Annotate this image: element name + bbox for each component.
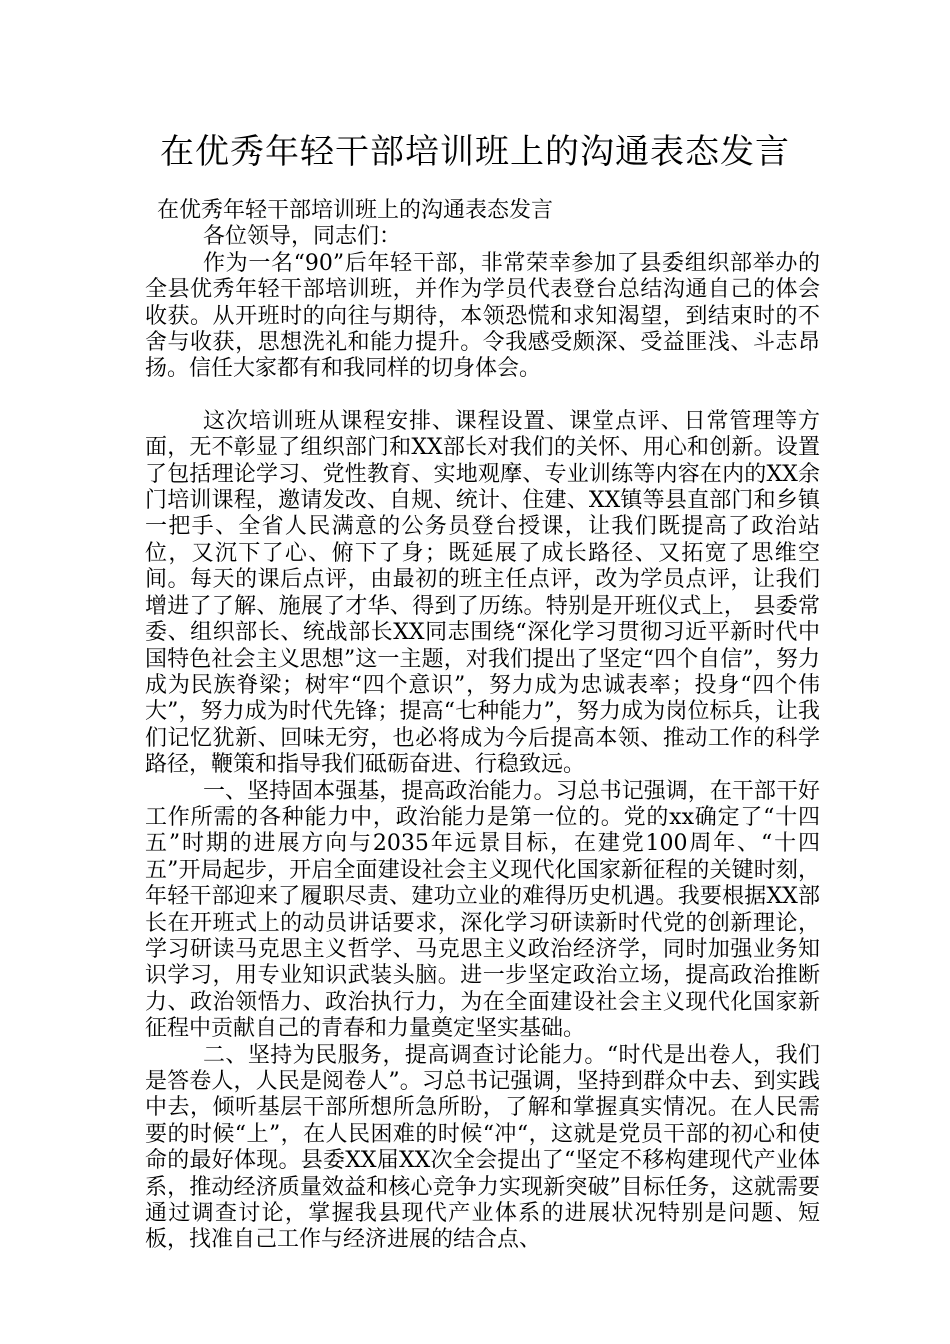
paragraph-point-two: 二、坚持为民服务，提高调查讨论能力。“时代是出卷人，我们是答卷人，人民是阅卷人”。习总书记强调，坚持到群众中去、到实践中去，倾听基层干部所想所急所盼，了解和掌握真实情况。在人民需要的时候“上”，在人民困难的时候“冲“，这就是党员干部的初心和使命的最好体现。县委XX届XX次全会提出了“坚定不移构建现代产业体系，推动经济质量效益和核心竞争力实现新突破”目标任务，这就需要通过调查讨论，掌握我县现代产业体系的进展状况特别是问题、短板，找准自己工作与经济进展的结合点、: [145, 1042, 820, 1253]
greeting: 各位领导，同志们：: [203, 224, 402, 250]
paragraph-spacer: [145, 383, 820, 409]
paragraph-training: 这次培训班从课程安排、课程设置、课堂点评、日常管理等方面，无不彰显了组织部门和XX部长对我们的关怀、用心和创新。设置了包括理论学习、党性教育、实地观摩、专业训练等内容在内的XX余门培训课程，邀请发改、自规、统计、住建、XX镇等县直部门和乡镇一把手、全省人民满意的公务员登台授课，让我们既提高了政治站位，又沉下了心、俯下了身；既延展了成长路径、又拓宽了思维空间。每天的课后点评，由最初的班主任点评，改为学员点评，让我们增进了了解、施展了才华、得到了历练。特别是开班仪式上， 县委常委、组织部长、统战部长XX同志围绕“深化学习贯彻习近平新时代中国特色社会主义思想”这一主题，对我们提出了坚定“四个自信”，努力成为民族脊梁；树牢“四个意识”，努力成为忠诚表率；投身“四个伟大”，努力成为时代先锋；提高“七种能力”，努力成为岗位标兵，让我们记忆犹新、回味无穷，也必将成为今后提高本领、推动工作的科学路径，鞭策和指导我们砥砺奋进、行稳致远。: [145, 408, 820, 778]
document-body: [145, 198, 820, 1254]
document-title: 在优秀年轻干部培训班上的沟通表态发言: [160, 132, 790, 172]
paragraph-point-one: 一、坚持固本强基，提高政治能力。习总书记强调，在干部干好工作所需的各种能力中，政治能力是第一位的。党的xx确定了“十四五”时期的进展方向与2035年远景目标，在建党100周年、“十四五”开局起步，开启全面建设社会主义现代化国家新征程的关键时刻，年轻干部迎来了履职尽责、建功立业的难得历史机遇。我要根据XX部长在开班式上的动员讲话要求，深化学习研读新时代党的创新理论，学习研读马克思主义哲学、马克思主义政治经济学，同时加强业务知识学习，用专业知识武装头脑。进一步坚定政治立场，提高政治推断力、政治领悟力、政治执行力，为在全面建设社会主义现代化国家新征程中贡献自己的青春和力量奠定坚实基础。: [145, 778, 820, 1042]
paragraph-intro: 作为一名“90”后年轻干部，非常荣幸参加了县委组织部举办的全县优秀年轻干部培训班，并作为学员代表登台总结沟通自己的体会收获。从开班时的向往与期待，本领恐慌和求知渴望，到结束时的不舍与收获，思想洗礼和能力提升。令我感受颇深、受益匪浅、斗志昂扬。信任大家都有和我同样的切身体会。: [145, 250, 820, 382]
document-subtitle: 在优秀年轻干部培训班上的沟通表态发言: [157, 198, 554, 223]
